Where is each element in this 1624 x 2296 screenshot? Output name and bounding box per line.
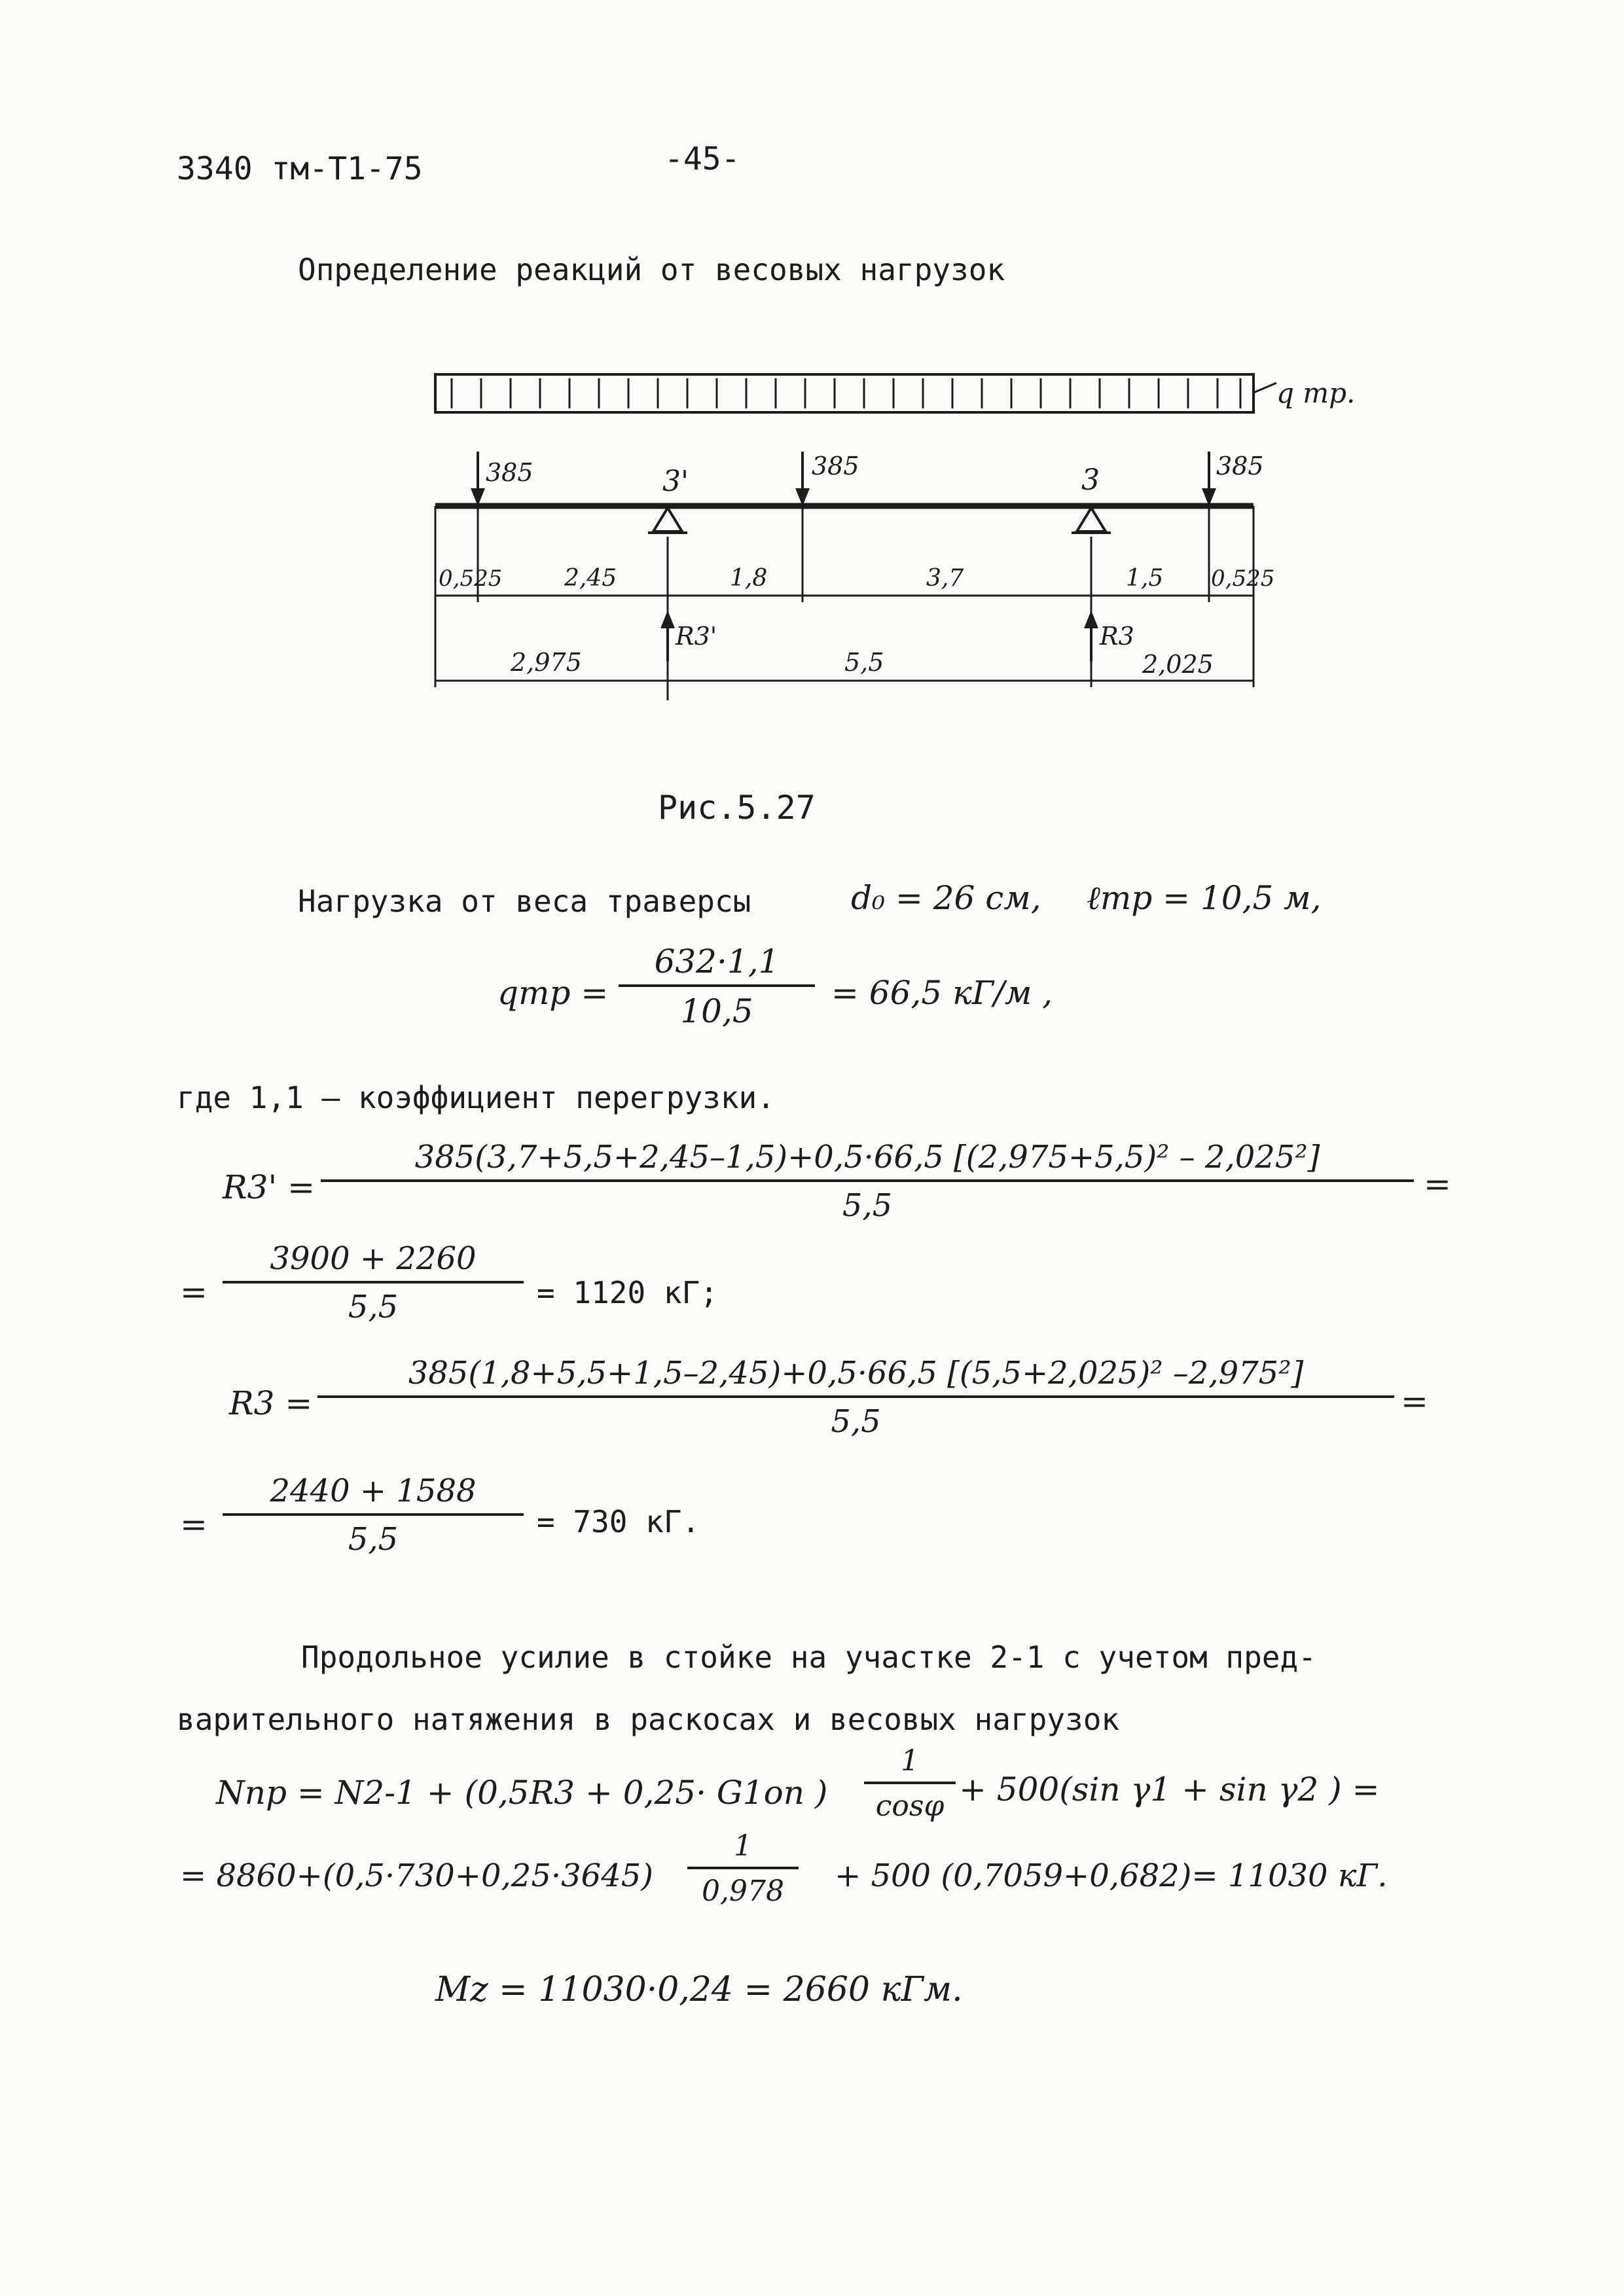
distributed-load-arrows bbox=[452, 378, 1240, 408]
r3-step-numerator: 2440 + 1588 bbox=[223, 1473, 524, 1516]
q-result: = 66,5 кГ/м , bbox=[831, 974, 1053, 1012]
r3p-step-denominator: 5,5 bbox=[348, 1289, 399, 1325]
r3-result: = 730 кГ. bbox=[537, 1504, 700, 1539]
r3p-equals: = bbox=[1424, 1165, 1451, 1203]
figure-caption: Рис.5.27 bbox=[658, 789, 816, 827]
dim-top-6: 0,525 bbox=[1211, 565, 1275, 592]
npr-fraction-denominator: cosφ bbox=[875, 1789, 945, 1823]
npr-substitution-rhs: + 500 (0,7059+0,682)= 11030 кГ. bbox=[835, 1857, 1388, 1894]
r3p-denominator: 5,5 bbox=[842, 1187, 893, 1224]
load-intro: Нагрузка от веса траверсы bbox=[298, 884, 751, 919]
q-numerator: 632·1,1 bbox=[619, 942, 815, 987]
dim-top-1: 0,525 bbox=[439, 565, 503, 592]
npr-substitution-denominator: 0,978 bbox=[702, 1874, 784, 1908]
r3p-step-numerator: 3900 + 2260 bbox=[223, 1240, 524, 1283]
dim-top-3: 1,8 bbox=[730, 565, 768, 592]
dim-bottom-1: 2,975 bbox=[511, 648, 582, 677]
r3p-lhs: R3' = bbox=[223, 1168, 315, 1206]
npr-lhs: Nпр = N2-1 + (0,5R3 + 0,25· G1оп ) bbox=[216, 1774, 828, 1812]
npr-substitution-fraction bbox=[687, 1829, 799, 1908]
r3-denominator: 5,5 bbox=[831, 1403, 881, 1440]
distributed-load-label: q тр. bbox=[1276, 377, 1356, 409]
support-label-left: 3' bbox=[662, 465, 689, 498]
npr-fraction bbox=[864, 1744, 956, 1823]
dim-bottom-3: 2,025 bbox=[1142, 650, 1214, 679]
where-note: где 1,1 – коэффициент перегрузки. bbox=[177, 1080, 775, 1115]
npr-rhs: + 500(sin γ1 + sin γ2 ) = bbox=[959, 1770, 1380, 1808]
dim-bottom-2: 5,5 bbox=[844, 648, 884, 677]
r3p-fraction bbox=[321, 1139, 1414, 1224]
beam-load-diagram bbox=[0, 0, 1624, 753]
paragraph-line-2: варительного натяжения в раскосах и весовых нагрузок bbox=[177, 1702, 1120, 1737]
distributed-load-box bbox=[435, 374, 1254, 412]
traverse-length: ℓтр = 10,5 м, bbox=[1087, 879, 1322, 917]
dim-top-4: 3,7 bbox=[926, 565, 964, 592]
paragraph-line-1: Продольное усилие в стойке на участке 2-1 с учетом пред- bbox=[301, 1640, 1316, 1675]
dim-top-5: 1,5 bbox=[1126, 565, 1164, 592]
r3p-step-fraction bbox=[223, 1240, 524, 1325]
r3-equals: = bbox=[1401, 1382, 1428, 1420]
r3-step-denominator: 5,5 bbox=[348, 1521, 399, 1558]
npr-fraction-numerator: 1 bbox=[864, 1744, 956, 1784]
r3p-step-equals: = bbox=[180, 1273, 208, 1311]
point-load-label-2: 385 bbox=[812, 452, 859, 480]
r3-step-fraction bbox=[223, 1473, 524, 1558]
q-fraction bbox=[619, 942, 815, 1030]
r3-step-equals: = bbox=[180, 1505, 208, 1543]
moment-formula: Mz = 11030·0,24 = 2660 кГм. bbox=[435, 1970, 963, 2009]
r3-numerator: 385(1,8+5,5+1,5–2,45)+0,5·66,5 [(5,5+2,025)² –2,975²] bbox=[317, 1355, 1394, 1398]
point-load-label-1: 385 bbox=[486, 458, 533, 487]
point-load-label-3: 385 bbox=[1216, 452, 1264, 480]
section-title: Определение реакций от весовых нагрузок bbox=[298, 252, 1005, 287]
r3-lhs: R3 = bbox=[229, 1384, 313, 1422]
page-number: -45- bbox=[664, 141, 740, 177]
r3p-numerator: 385(3,7+5,5+2,45–1,5)+0,5·66,5 [(2,975+5,5)² – 2,025²] bbox=[321, 1139, 1414, 1182]
npr-substitution-lhs: = 8860+(0,5·730+0,25·3645) bbox=[180, 1857, 654, 1894]
reaction-label-right: R3 bbox=[1100, 622, 1134, 651]
q-lhs: qтр = bbox=[497, 974, 609, 1012]
diameter-value: d₀ = 26 см, bbox=[851, 879, 1041, 917]
npr-substitution-numerator: 1 bbox=[687, 1829, 799, 1869]
support-label-right: 3 bbox=[1081, 463, 1100, 497]
q-denominator: 10,5 bbox=[680, 992, 753, 1030]
reaction-label-left: R3' bbox=[676, 622, 717, 651]
dim-top-2: 2,45 bbox=[564, 565, 617, 592]
r3-fraction bbox=[317, 1355, 1394, 1440]
document-code: 3340 тм-Т1-75 bbox=[177, 151, 423, 187]
supports bbox=[648, 508, 1111, 533]
r3p-result: = 1120 кГ; bbox=[537, 1275, 718, 1310]
